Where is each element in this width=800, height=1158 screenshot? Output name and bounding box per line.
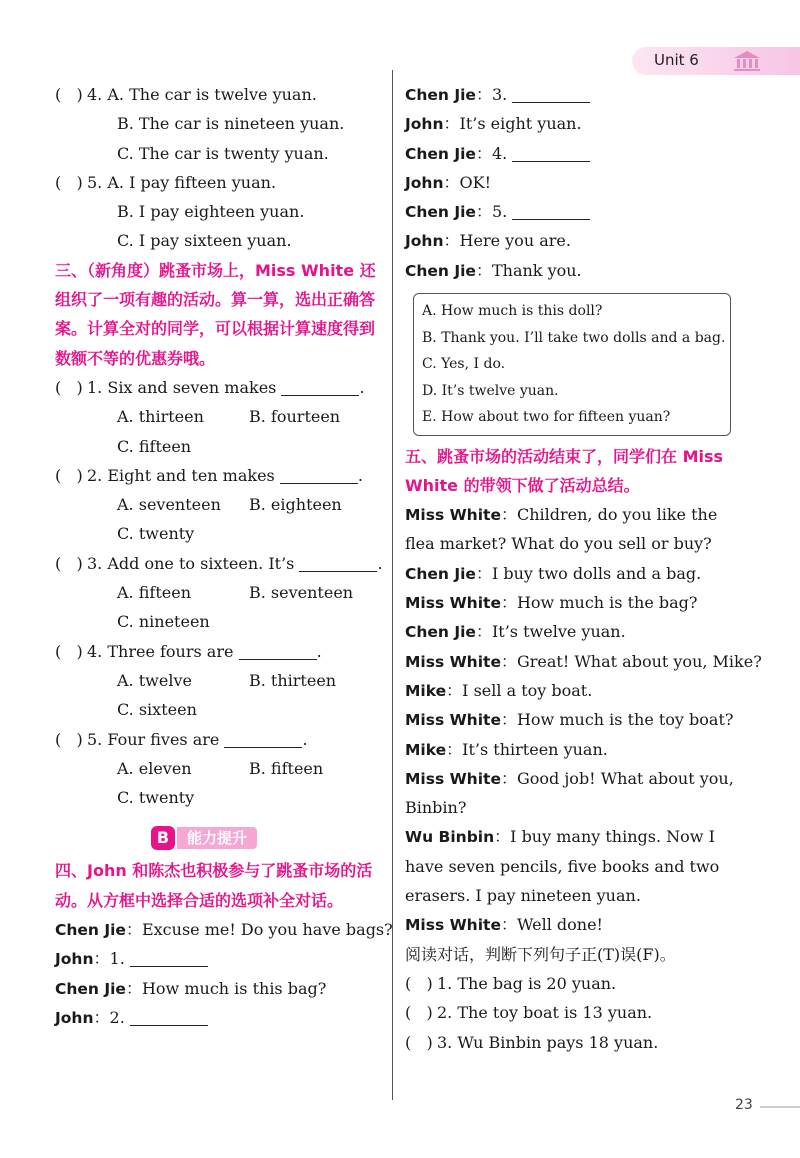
option-a: A. The car is twelve yuan. bbox=[107, 85, 317, 104]
line-text: Great! What about you, Mike? bbox=[516, 651, 762, 671]
line-text: 3. bbox=[491, 85, 508, 104]
answer-paren[interactable]: ( ) bbox=[405, 973, 433, 993]
dialogue-line: Chen Jie：It’s twelve yuan. bbox=[405, 622, 626, 642]
judge-item bbox=[405, 998, 790, 1027]
speaker: Chen Jie bbox=[405, 564, 476, 583]
answer-blank[interactable] bbox=[281, 378, 359, 396]
answer-paren[interactable]: ( ) bbox=[55, 172, 83, 192]
speaker: Miss White bbox=[405, 594, 501, 613]
part2-item-5 bbox=[55, 168, 385, 256]
dialogue-line: Chen Jie：Thank you. bbox=[405, 260, 582, 280]
option-box-item: A. How much is this doll? bbox=[422, 303, 603, 320]
option-a: A. eleven bbox=[117, 758, 192, 778]
question-text: 3. Add one to sixteen. It’s bbox=[87, 553, 295, 573]
line-text: How much is the bag? bbox=[516, 593, 698, 613]
judge-text: 3. Wu Binbin pays 18 yuan. bbox=[437, 1032, 659, 1052]
line-text: It’s thirteen yuan. bbox=[462, 739, 608, 759]
line-text: OK! bbox=[459, 172, 492, 192]
question-end: . bbox=[357, 465, 363, 485]
option-b: B. fourteen bbox=[249, 407, 341, 427]
answer-blank[interactable] bbox=[130, 1008, 208, 1026]
speaker: Wu Binbin bbox=[405, 828, 495, 847]
dialogue-line: John：It’s eight yuan. bbox=[405, 114, 582, 134]
section3-item-4 bbox=[55, 637, 385, 725]
option-c: C. I pay sixteen yuan. bbox=[117, 231, 292, 251]
option-b: B. I pay eighteen yuan. bbox=[117, 202, 305, 222]
line-text: It’s twelve yuan. bbox=[491, 622, 626, 642]
answer-blank[interactable] bbox=[239, 642, 317, 660]
line-text: How much is this bag? bbox=[141, 978, 327, 998]
speaker: Miss White bbox=[405, 916, 501, 935]
speaker: Chen Jie bbox=[405, 623, 476, 642]
page-number: 23 bbox=[735, 1097, 753, 1113]
dialogue-line: Miss White：How much is the bag? bbox=[405, 593, 698, 613]
temple-icon bbox=[732, 49, 762, 73]
answer-blank[interactable] bbox=[512, 202, 590, 220]
question-end: . bbox=[359, 377, 365, 397]
option-c: C. The car is twenty yuan. bbox=[117, 143, 329, 163]
line-text: I sell a toy boat. bbox=[462, 680, 593, 700]
speaker: Mike bbox=[405, 681, 447, 700]
dialogue-line: John：Here you are. bbox=[405, 231, 571, 251]
dialogue-line: Mike：I sell a toy boat. bbox=[405, 680, 593, 700]
dialogue-line: John：OK! bbox=[405, 172, 492, 192]
badge-letter: B bbox=[151, 826, 175, 850]
judge-item bbox=[405, 1028, 790, 1057]
line-text: 2. bbox=[109, 1007, 125, 1027]
speaker: Chen Jie bbox=[405, 203, 476, 222]
unit-tab bbox=[632, 47, 800, 75]
dialogue-line: Chen Jie：4. bbox=[405, 139, 790, 168]
line-text: Here you are. bbox=[459, 231, 571, 251]
option-b: B. thirteen bbox=[249, 670, 337, 690]
section3-title: 三、（新角度）跳蚤市场上，Miss White 还组织了一项有趣的活动。算一算，选出正确答案。计算全对的同学，可以根据计算速度得到数额不等的优惠券哦。 bbox=[55, 260, 376, 368]
section3-item-3 bbox=[55, 549, 385, 637]
dialogue-line: Miss White：How much is the toy boat? bbox=[405, 710, 734, 730]
answer-paren[interactable]: ( ) bbox=[55, 465, 83, 485]
section3-item-5 bbox=[55, 725, 385, 813]
question-text: 1. Six and seven makes bbox=[87, 377, 277, 397]
dialogue-line: Wu Binbin：I buy many things. Now I bbox=[405, 827, 715, 847]
option-a: A. twelve bbox=[117, 670, 192, 690]
speaker: Miss White bbox=[405, 652, 501, 671]
dialogue-line: Mike：It’s thirteen yuan. bbox=[405, 739, 608, 759]
question-end: . bbox=[302, 729, 308, 749]
answer-paren[interactable]: ( ) bbox=[55, 641, 83, 661]
line-text: Binbin? bbox=[405, 798, 467, 818]
option-c: C. fifteen bbox=[117, 436, 192, 456]
section4-title: 四、John 和陈杰也积极参与了跳蚤市场的活动。从方框中选择合适的选项补全对话。 bbox=[55, 861, 373, 910]
dialogue-line: Miss White：Great! What about you, Mike? bbox=[405, 651, 762, 671]
dialogue-line: Chen Jie：3. bbox=[405, 80, 790, 109]
option-c: C. twenty bbox=[117, 524, 195, 544]
answer-blank[interactable] bbox=[224, 730, 302, 748]
answer-paren[interactable]: ( ) bbox=[55, 377, 83, 397]
option-a: A. I pay fifteen yuan. bbox=[107, 172, 277, 192]
speaker: Chen Jie bbox=[405, 144, 476, 163]
judge-item bbox=[405, 969, 790, 998]
option-a: A. seventeen bbox=[117, 495, 221, 515]
line-text: I buy many things. Now I bbox=[510, 827, 715, 847]
option-b: B. fifteen bbox=[249, 758, 324, 778]
speaker: John bbox=[405, 232, 444, 251]
answer-paren[interactable]: ( ) bbox=[55, 729, 83, 749]
right-column bbox=[405, 80, 790, 1057]
section5-title: 五、跳蚤市场的活动结束了，同学们在 Miss White 的带领下做了活动总结。 bbox=[405, 446, 724, 495]
option-b: B. seventeen bbox=[249, 583, 354, 603]
section-badge bbox=[151, 826, 257, 850]
answer-blank[interactable] bbox=[512, 85, 590, 103]
answer-blank[interactable] bbox=[130, 949, 208, 967]
question-end: . bbox=[377, 553, 383, 573]
answer-paren[interactable]: ( ) bbox=[405, 1003, 433, 1023]
dialogue-line: Chen Jie：Excuse me! Do you have bags? bbox=[55, 920, 393, 940]
option-a: A. thirteen bbox=[117, 407, 204, 427]
judge-text: 2. The toy boat is 13 yuan. bbox=[437, 1003, 653, 1023]
line-text: How much is the toy boat? bbox=[516, 710, 734, 730]
line-text: erasers. I pay nineteen yuan. bbox=[405, 886, 641, 906]
option-box-item: C. Yes, I do. bbox=[422, 356, 506, 373]
line-text: Well done! bbox=[516, 915, 603, 935]
option-c: C. nineteen bbox=[117, 612, 210, 632]
line-text: Thank you. bbox=[491, 260, 582, 280]
line-text: Excuse me! Do you have bags? bbox=[141, 920, 393, 940]
option-c: C. sixteen bbox=[117, 700, 197, 720]
column-divider bbox=[392, 70, 393, 1100]
badge-text: 能力提升 bbox=[177, 827, 257, 849]
dialogue-line: Miss White：Well done! bbox=[405, 915, 603, 935]
dialogue-line: Miss White：Good job! What about you, bbox=[405, 768, 734, 788]
line-text: flea market? What do you sell or buy? bbox=[405, 534, 712, 554]
answer-blank[interactable] bbox=[512, 144, 590, 162]
line-text: 4. bbox=[491, 143, 508, 163]
line-text: I buy two dolls and a bag. bbox=[491, 563, 702, 583]
option-a: A. fifteen bbox=[117, 583, 191, 603]
option-box-item: D. It’s twelve yuan. bbox=[422, 382, 559, 399]
question-number: 5. bbox=[87, 172, 103, 192]
answer-blank[interactable] bbox=[299, 554, 377, 572]
option-c: C. twenty bbox=[117, 788, 195, 808]
speaker: John bbox=[405, 115, 444, 134]
speaker: John bbox=[405, 173, 444, 192]
line-text: 5. bbox=[491, 202, 508, 222]
question-text: 2. Eight and ten makes bbox=[87, 465, 275, 485]
answer-paren[interactable]: ( ) bbox=[55, 85, 83, 104]
answer-paren[interactable]: ( ) bbox=[55, 553, 83, 573]
option-box bbox=[413, 293, 731, 436]
section3-item-2 bbox=[55, 461, 385, 549]
speaker: Miss White bbox=[405, 711, 501, 730]
judge-text: 1. The bag is 20 yuan. bbox=[437, 973, 617, 993]
line-text: Children, do you like the bbox=[516, 505, 718, 525]
dialogue-line: Miss White：Children, do you like the bbox=[405, 505, 718, 525]
option-b: B. The car is nineteen yuan. bbox=[117, 114, 345, 134]
question-number: 4. bbox=[87, 85, 103, 104]
option-b: B. eighteen bbox=[249, 495, 342, 515]
line-text: have seven pencils, five books and two bbox=[405, 856, 720, 876]
speaker: Miss White bbox=[405, 769, 501, 788]
speaker: John bbox=[55, 950, 94, 969]
speaker: Mike bbox=[405, 740, 447, 759]
speaker: Chen Jie bbox=[55, 921, 126, 940]
dialogue-line: John：1. bbox=[55, 944, 385, 973]
option-box-item: B. Thank you. I’ll take two dolls and a bag. bbox=[422, 329, 726, 346]
speaker: Chen Jie bbox=[55, 979, 126, 998]
left-column bbox=[55, 80, 393, 1032]
dialogue-line: John：2. bbox=[55, 1003, 385, 1032]
line-text: It’s eight yuan. bbox=[459, 114, 582, 134]
speaker: Chen Jie bbox=[405, 86, 476, 104]
dialogue-line: Chen Jie：I buy two dolls and a bag. bbox=[405, 563, 702, 583]
unit-label: Unit 6 bbox=[654, 51, 699, 69]
part2-item-4 bbox=[55, 80, 385, 168]
speaker: Miss White bbox=[405, 506, 501, 525]
line-text: Good job! What about you, bbox=[516, 768, 734, 788]
speaker: Chen Jie bbox=[405, 261, 476, 280]
option-box-item: E. How about two for fifteen yuan? bbox=[422, 409, 671, 426]
answer-paren[interactable]: ( ) bbox=[405, 1032, 433, 1052]
page-number-rule bbox=[760, 1106, 800, 1108]
section3-item-1 bbox=[55, 373, 385, 461]
answer-blank[interactable] bbox=[280, 466, 358, 484]
dialogue-line: Chen Jie：How much is this bag? bbox=[55, 978, 327, 998]
question-end: . bbox=[316, 641, 322, 661]
judge-instruction: 阅读对话，判断下列句子正(T)误(F)。 bbox=[405, 944, 676, 964]
dialogue-line: Chen Jie：5. bbox=[405, 197, 790, 226]
line-text: 1. bbox=[109, 949, 125, 969]
speaker: John bbox=[55, 1008, 94, 1027]
question-text: 5. Four fives are bbox=[87, 729, 220, 749]
question-text: 4. Three fours are bbox=[87, 641, 234, 661]
